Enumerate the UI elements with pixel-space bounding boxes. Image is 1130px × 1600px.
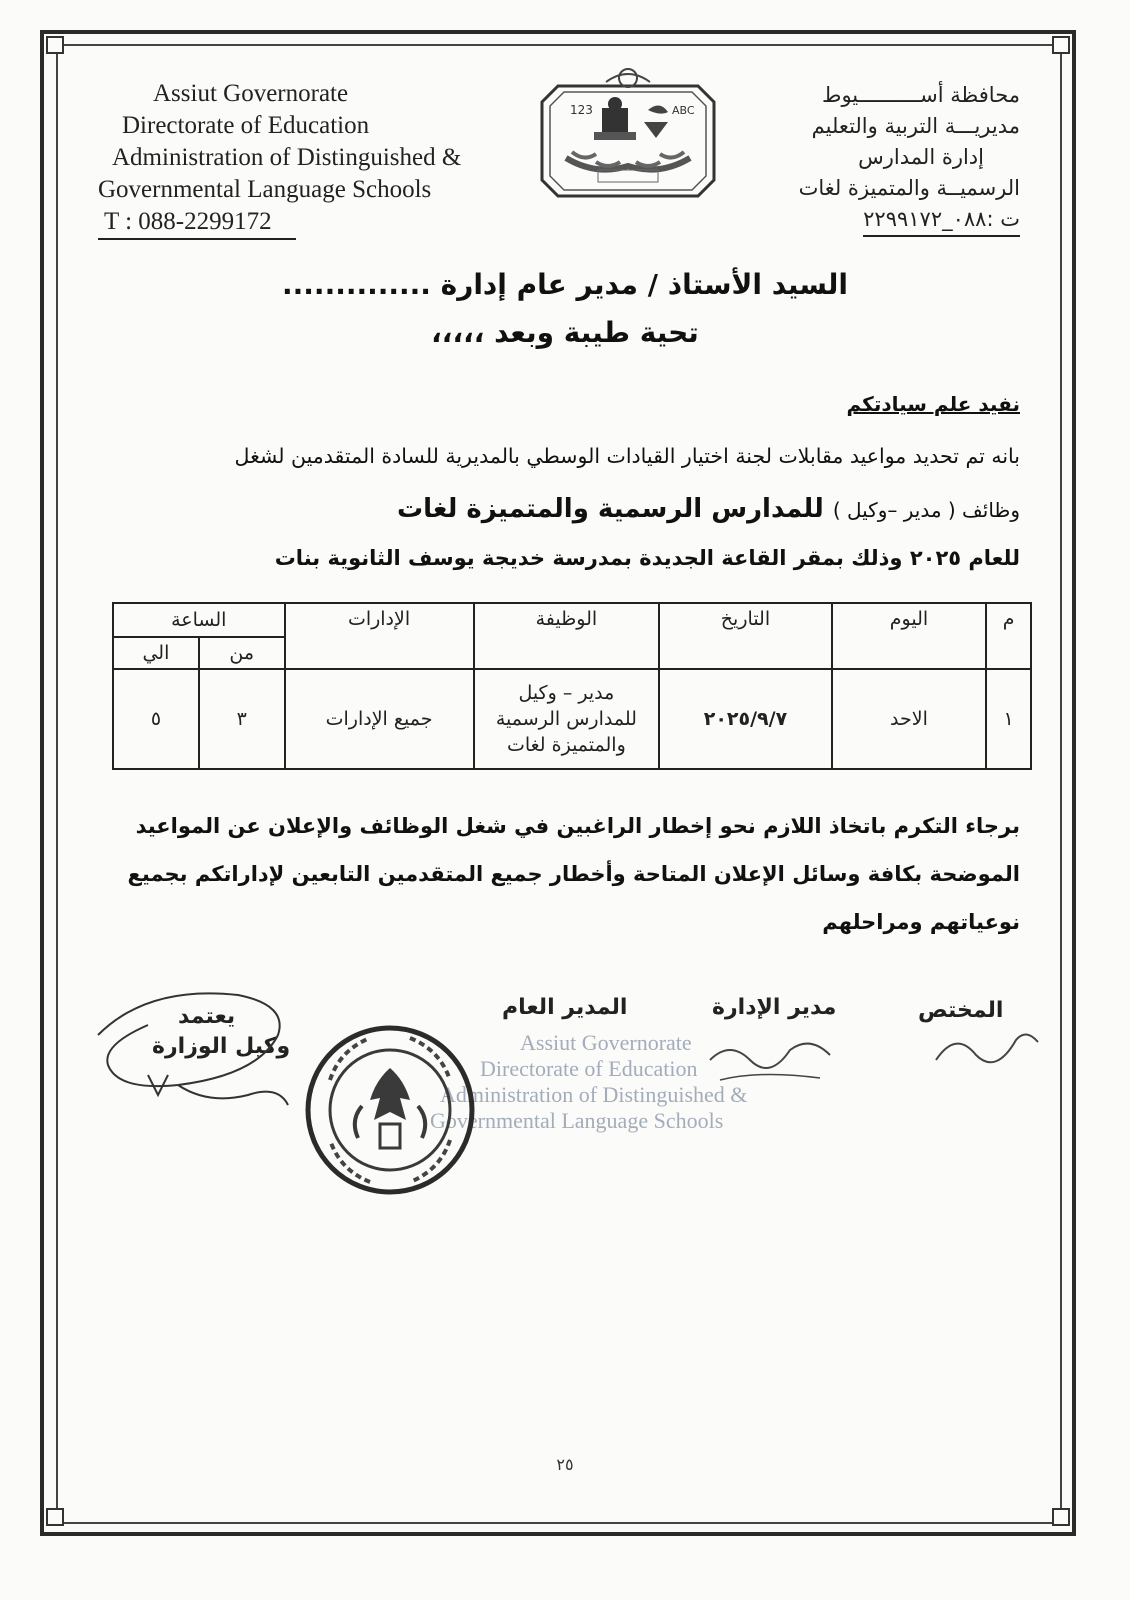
- border-corner: [46, 36, 64, 54]
- header-index: م: [986, 603, 1031, 669]
- cell-job: [474, 669, 660, 769]
- stamp-line1: Assiut Governorate: [520, 1030, 692, 1055]
- signature-general-manager-label: المدير العام: [502, 995, 628, 1020]
- border-corner: [46, 1508, 64, 1526]
- page-number: ٢٥: [556, 1455, 574, 1474]
- signature-admin-manager-label: مدير الإدارة: [712, 995, 837, 1020]
- table-row: [113, 669, 1031, 769]
- header-day: اليوم: [832, 603, 986, 669]
- header-en-phone: T : 088-2299172: [98, 206, 296, 240]
- header-en-line4: Governmental Language Schools: [98, 176, 432, 203]
- header-job: الوظيفة: [474, 603, 660, 669]
- logo-number-left: 123: [570, 103, 593, 117]
- header-ar-line2: مديريـــة التربية والتعليم: [811, 114, 1020, 138]
- body-line-2-jobs: وظائف ( مدير –وكيل ): [832, 498, 1020, 522]
- header-ar-line1: محافظة أســــــــــيوط: [822, 83, 1020, 107]
- stamp-line2: Directorate of Education: [480, 1056, 698, 1081]
- specialist-signature-scribble: [926, 1020, 1046, 1080]
- signature-specialist-label: المختص: [918, 998, 1004, 1023]
- body-line-2-schools: للمدارس الرسمية والمتميزة لغات: [397, 494, 833, 524]
- signature-approve-label: يعتمد: [178, 1004, 236, 1029]
- admin-manager-signature-scribble: [700, 1030, 840, 1090]
- schedule-table: [112, 602, 1032, 770]
- stamp-line4: Governmental Language Schools: [430, 1108, 724, 1133]
- cell-job-line2: للمدارس الرسمية: [495, 708, 637, 730]
- cell-from: ٣: [199, 669, 285, 769]
- header-ar-phone: ت :٠٨٨_٢٢٩٩١٧٢: [863, 204, 1020, 237]
- directorate-logo: [536, 66, 720, 216]
- intro-line: نفيد علم سيادتكم: [846, 392, 1020, 416]
- body-line-2: [397, 494, 1020, 524]
- cell-job-line3: والمتميزة لغات: [506, 734, 626, 756]
- cell-job-line1: مدير – وكيل: [518, 682, 615, 704]
- header-ar-line4: الرسميــة والمتميزة لغات: [798, 176, 1020, 200]
- cell-index: ١: [986, 669, 1031, 769]
- header-date: التاريخ: [659, 603, 832, 669]
- closing-line-1: برجاء التكرم باتخاذ اللازم نحو إخطار الراغبين في شغل الوظائف والإعلان عن المواعيد: [135, 814, 1020, 838]
- logo-letters-right: ABC: [672, 104, 695, 117]
- header-time: الساعة: [113, 603, 285, 637]
- official-seal: [300, 1020, 480, 1200]
- salutation-title: السيد الأستاذ / مدير عام إدارة ..............: [282, 268, 848, 301]
- signature-deputy-label: وكيل الوزارة: [152, 1034, 291, 1059]
- page-border-inner: [56, 44, 1062, 1524]
- header-en-line2: Directorate of Education: [122, 112, 370, 139]
- header-en-line1: Assiut Governorate: [153, 80, 349, 107]
- border-corner: [1052, 1508, 1070, 1526]
- closing-line-2: الموضحة بكافة وسائل الإعلان المتاحة وأخطار جميع المتقدمين التابعين لإداراتكم بجميع: [127, 862, 1020, 886]
- deputy-signature-scribble: [88, 975, 308, 1125]
- header-english: [98, 78, 461, 240]
- cell-day: الاحد: [832, 669, 986, 769]
- header-to: الي: [113, 637, 199, 669]
- cell-to: ٥: [113, 669, 199, 769]
- cell-admins: جميع الإدارات: [285, 669, 474, 769]
- header-en-line3: Administration of Distinguished &: [112, 144, 462, 171]
- header-admins: الإدارات: [285, 603, 474, 669]
- body-line-1: بانه تم تحديد مواعيد مقابلات لجنة اختيار القيادات الوسطي بالمديرية للسادة المتقدمين لشغل: [234, 444, 1020, 468]
- header-from: من: [199, 637, 285, 669]
- salutation-greeting: تحية طيبة وبعد ،،،،،: [431, 316, 699, 349]
- header-arabic: [799, 80, 1020, 237]
- cell-date: ٢٠٢٥/٩/٧: [659, 669, 832, 769]
- body-line-3: للعام ٢٠٢٥ وذلك بمقر القاعة الجديدة بمدرسة خديجة يوسف الثانوية بنات: [274, 546, 1020, 570]
- header-ar-line3: إدارة المدارس: [858, 145, 984, 169]
- border-corner: [1052, 36, 1070, 54]
- stamp-line3: Administration of Distinguished &: [440, 1082, 748, 1107]
- closing-line-3: نوعياتهم ومراحلهم: [822, 910, 1020, 934]
